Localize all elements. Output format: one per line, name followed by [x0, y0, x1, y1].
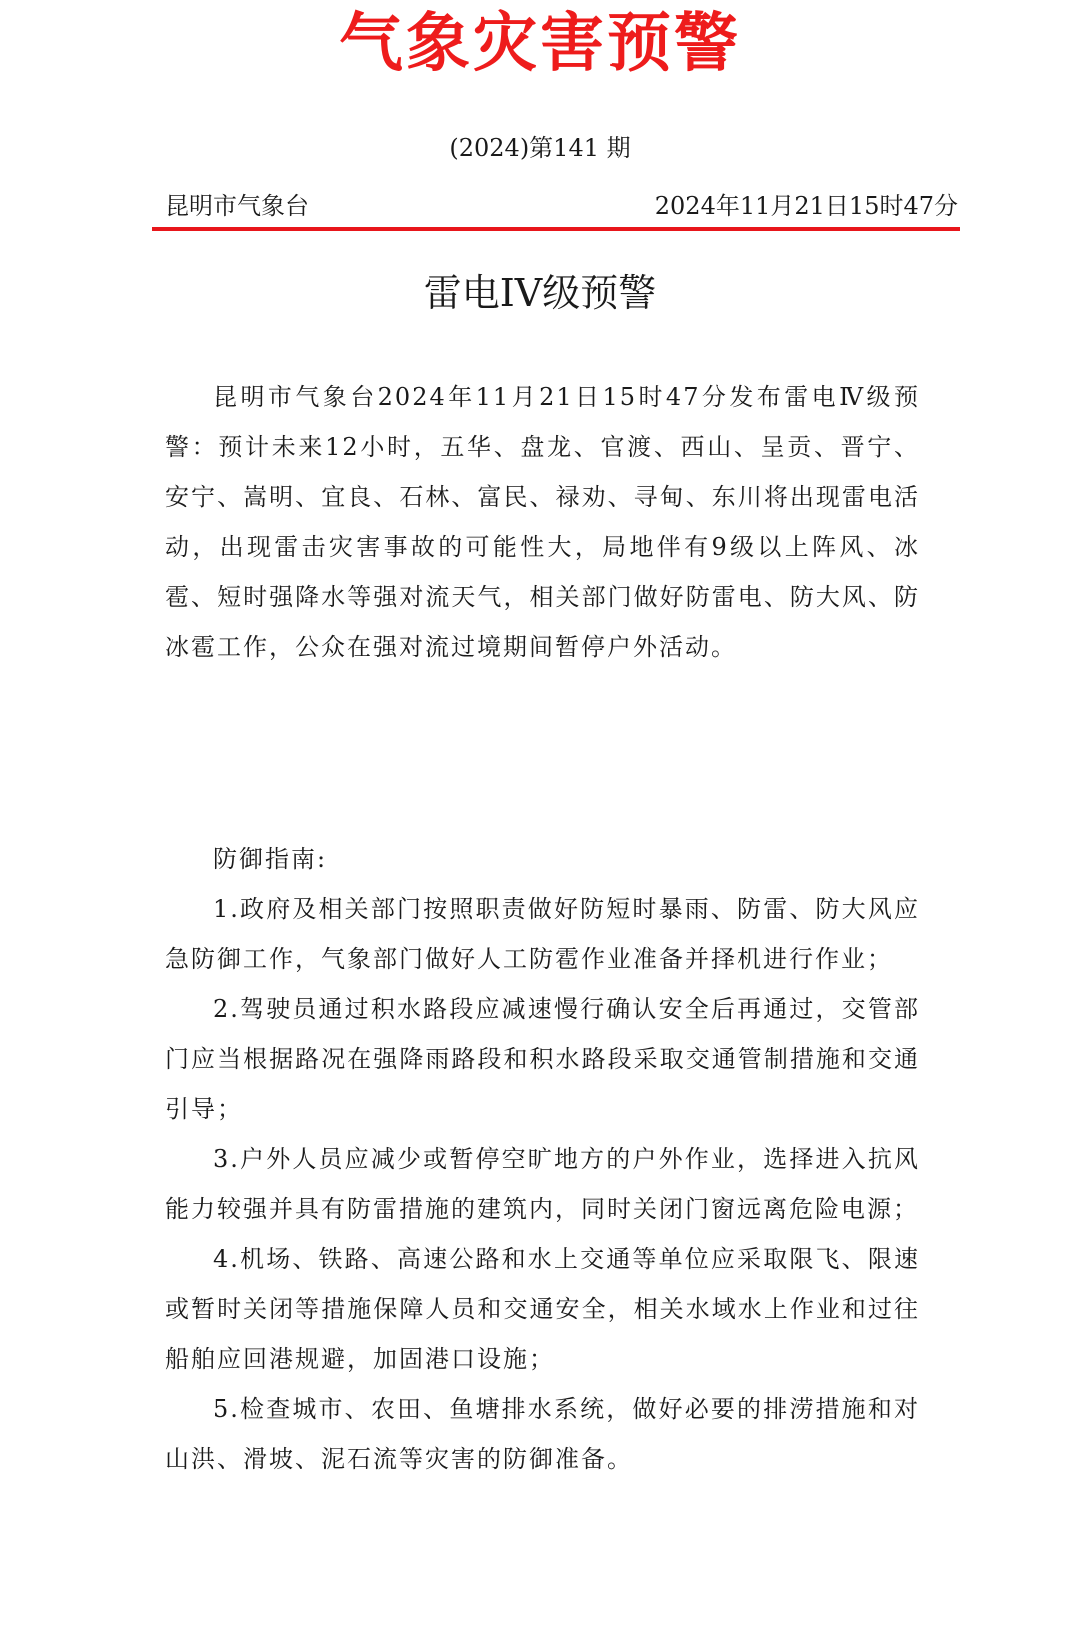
guide-item: 3.户外人员应减少或暂停空旷地方的户外作业，选择进入抗风能力较强并具有防雷措施的建筑内，同时关闭门窗远离危险电源；	[165, 1145, 920, 1223]
guide-item: 1.政府及相关部门按照职责做好防短时暴雨、防雷、防大风应急防御工作，气象部门做好人工防雹作业准备并择机进行作业；	[165, 895, 920, 973]
red-divider	[152, 227, 960, 231]
document-masthead: 气象灾害预警	[339, 7, 741, 81]
guide-item: 4.机场、铁路、高速公路和水上交通等单位应采取限飞、限速或暂时关闭等措施保障人员和交通安全，相关水域水上作业和过往船舶应回港规避，加固港口设施；	[165, 1245, 920, 1373]
document-title: 雷电IV级预警	[423, 271, 657, 315]
lead-section	[165, 372, 920, 672]
issuer-row	[165, 190, 958, 222]
issue-number: (2024)第141 期	[449, 134, 631, 162]
issue-timestamp: 2024年11月21日15时47分	[654, 192, 958, 220]
guide-item: 5.检查城市、农田、鱼塘排水系统，做好必要的排涝措施和对山洪、滑坡、泥石流等灾害的防御准备。	[165, 1395, 920, 1473]
issuer-name: 昆明市气象台	[165, 192, 309, 220]
guide-heading: 防御指南:	[213, 845, 328, 873]
guide-item: 2.驾驶员通过积水路段应减速慢行确认安全后再通过，交管部门应当根据路况在强降雨路段和积水路段采取交通管制措施和交通引导；	[165, 995, 920, 1123]
lead-paragraph: 昆明市气象台2024年11月21日15时47分发布雷电Ⅳ级预警：预计未来12小时，五华、盘龙、官渡、西山、呈贡、晋宁、安宁、嵩明、宜良、石林、富民、禄劝、寻甸、东川将出现雷电活动，出现雷击灾害事故的可能性大，局地伴有9级以上阵风、冰雹、短时强降水等强对流天气，相关部门做好防雷电、防大风、防冰雹工作，公众在强对流过境期间暂停户外活动。	[165, 383, 920, 661]
defense-guide-section	[165, 834, 920, 1484]
